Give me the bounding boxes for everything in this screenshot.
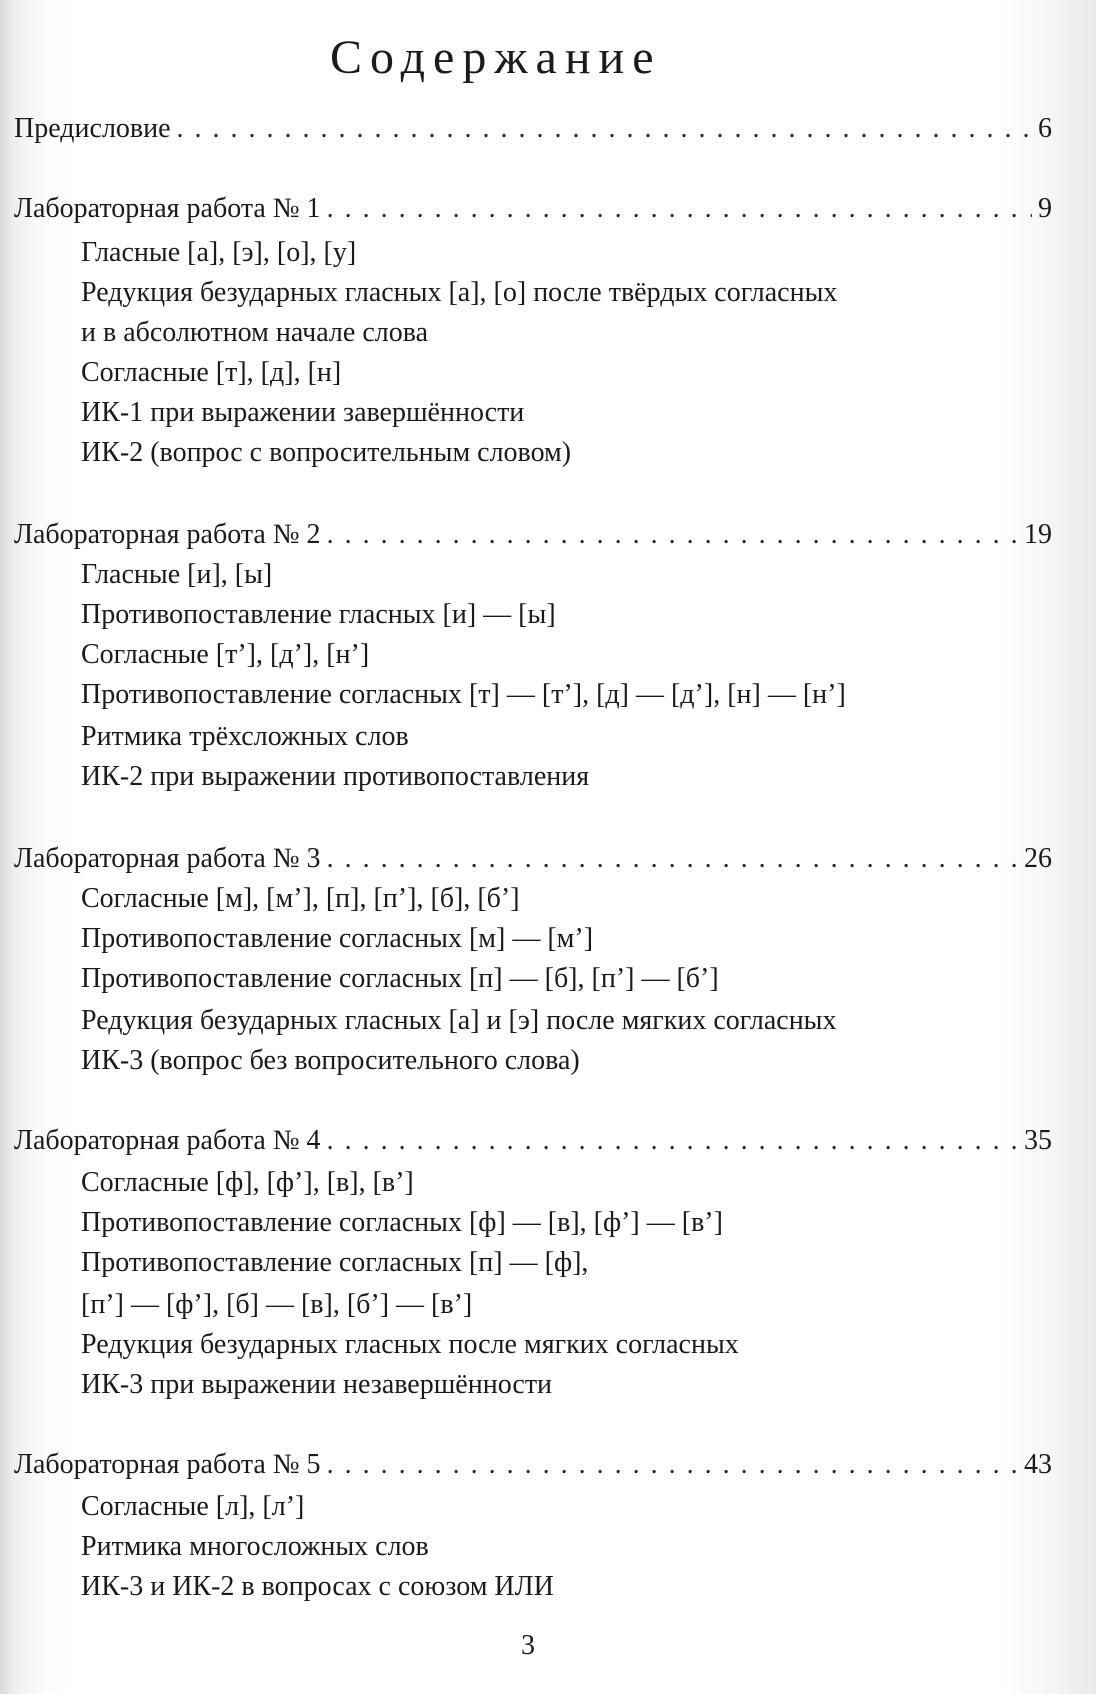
- toc-subitem: Противопоставление согласных [м] — [м’]: [81, 923, 594, 954]
- toc-entry-lab-2: [14, 518, 1052, 552]
- toc-subitem: Редукция безударных гласных [а], [о] после твёрдых согласных: [81, 277, 838, 308]
- toc-subitem: ИК-3 (вопрос без вопросительного слова): [81, 1045, 580, 1076]
- toc-subitem: ИК-2 (вопрос с вопросительным словом): [81, 437, 572, 468]
- toc-entry-preface: [14, 112, 1052, 146]
- toc-subitem: Гласные [и], [ы]: [81, 559, 273, 590]
- toc-subitem: Противопоставление согласных [п] — [ф],: [81, 1247, 589, 1278]
- toc-subitem: Согласные [ф], [ф’], [в], [в’]: [81, 1167, 414, 1198]
- dot-leader: [327, 842, 1018, 876]
- toc-subitem: Противопоставление согласных [ф] — [в], [ф’] — [в’]: [81, 1207, 723, 1238]
- toc-subitem: Согласные [т’], [д’], [н’]: [81, 639, 370, 670]
- toc-subitem: Противопоставление гласных [и] — [ы]: [81, 599, 556, 630]
- toc-entry-lab-1: [14, 192, 1052, 226]
- dot-leader: [177, 112, 1032, 146]
- toc-entry-page: 6: [1038, 113, 1052, 144]
- dot-leader: [327, 1448, 1018, 1482]
- toc-entry-page: 35: [1024, 1125, 1052, 1156]
- toc-subitem: Противопоставление согласных [п] — [б], [п’] — [б’]: [81, 963, 719, 994]
- toc-entry-page: 43: [1024, 1449, 1052, 1480]
- toc-entry-lab-5: [14, 1448, 1052, 1482]
- toc-entry-label: Лабораторная работа № 1: [14, 193, 321, 224]
- dot-leader: [327, 192, 1032, 226]
- toc-subitem: Редукция безударных гласных [а] и [э] после мягких согласных: [81, 1005, 837, 1036]
- toc-subitem: Ритмика трёхсложных слов: [81, 721, 409, 752]
- toc-subitem: Согласные [м], [м’], [п], [п’], [б], [б’]: [81, 883, 520, 914]
- toc-entry-page: 26: [1024, 843, 1052, 874]
- toc-entry-label: Лабораторная работа № 4: [14, 1125, 321, 1156]
- toc-subitem: Согласные [л], [л’]: [81, 1491, 305, 1522]
- toc-subitem: ИК-2 при выражении противопоставления: [81, 761, 590, 792]
- toc-subitem: ИК-3 и ИК-2 в вопросах с союзом ИЛИ: [81, 1571, 554, 1602]
- toc-entry-label: Лабораторная работа № 3: [14, 843, 321, 874]
- dot-leader: [327, 518, 1018, 552]
- page-number: 3: [521, 1630, 535, 1661]
- toc-entry-label: Лабораторная работа № 5: [14, 1449, 321, 1480]
- toc-subitem: Согласные [т], [д], [н]: [81, 357, 342, 388]
- toc-subitem: и в абсолютном начале слова: [81, 317, 428, 348]
- page-title: Содержание: [330, 31, 662, 84]
- dot-leader: [327, 1124, 1018, 1158]
- toc-subitem: Редукция безударных гласных после мягких согласных: [81, 1329, 739, 1360]
- toc-subitem: Ритмика многосложных слов: [81, 1531, 429, 1562]
- toc-subitem: [п’] — [ф’], [б] — [в], [б’] — [в’]: [81, 1289, 473, 1320]
- toc-subitem: Гласные [а], [э], [о], [у]: [81, 237, 357, 268]
- toc-entry-label: Предисловие: [14, 113, 171, 144]
- toc-subitem: ИК-1 при выражении завершённости: [81, 397, 525, 428]
- toc-entry-lab-3: [14, 842, 1052, 876]
- toc-entry-page: 9: [1038, 193, 1052, 224]
- toc-entry-lab-4: [14, 1124, 1052, 1158]
- toc-entry-label: Лабораторная работа № 2: [14, 519, 321, 550]
- toc-subitem: Противопоставление согласных [т] — [т’], [д] — [д’], [н] — [н’]: [81, 679, 846, 710]
- toc-subitem: ИК-3 при выражении незавершённости: [81, 1369, 553, 1400]
- toc-entry-page: 19: [1024, 519, 1052, 550]
